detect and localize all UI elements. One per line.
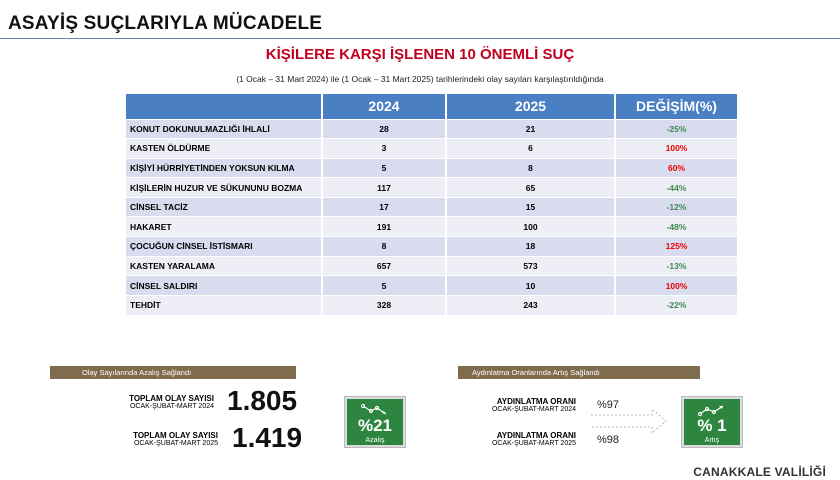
header-crime [126, 94, 322, 119]
total-incidents-2025-label [80, 431, 218, 447]
change-cell: -25% [615, 119, 737, 139]
table-row [126, 217, 737, 237]
table-row [126, 178, 737, 198]
value-2025-cell: 6 [446, 139, 615, 159]
value-2025-cell: 65 [446, 178, 615, 198]
trend-up-icon [698, 403, 726, 417]
value-2024-cell: 17 [322, 197, 446, 217]
period-text: OCAK-ŞUBAT-MART 2025 [133, 440, 218, 447]
value-2024-cell: 28 [322, 119, 446, 139]
footer-organization: CANAKKALE VALİLİĞİ [693, 465, 826, 479]
value-2025-cell: 573 [446, 256, 615, 276]
trend-down-icon [361, 403, 389, 417]
crime-comparison-table [126, 94, 737, 315]
value-2025-cell: 21 [446, 119, 615, 139]
report-title: KİŞİLERE KARŞI İŞLENEN 10 ÖNEMLİ SUÇ [265, 46, 575, 63]
change-cell: 60% [615, 158, 737, 178]
increase-stat-box [682, 397, 742, 447]
title-divider [0, 38, 840, 39]
decrease-stat-box [345, 397, 405, 447]
change-cell: -12% [615, 197, 737, 217]
value-2024-cell: 5 [322, 276, 446, 296]
clearance-rate-2024-label [450, 397, 576, 413]
value-2024-cell: 328 [322, 295, 446, 315]
report-subtitle: (1 Ocak – 31 Mart 2024) ile (1 Ocak – 31 Mart 2025) tarihlerindeki olay sayıları karşılaştırıldığında [236, 74, 604, 84]
label-text: TOPLAM OLAY SAYISI [133, 431, 218, 440]
table-row [126, 158, 737, 178]
crime-name-cell: KASTEN YARALAMA [126, 256, 322, 276]
crime-name-cell: KİŞİLERİN HUZUR VE SÜKUNUNU BOZMA [126, 178, 322, 198]
table-row [126, 237, 737, 257]
crime-name-cell: CİNSEL TACİZ [126, 197, 322, 217]
value-2025-cell: 10 [446, 276, 615, 296]
header-change: DEĞİŞİM(%) [615, 94, 737, 119]
label-text: TOPLAM OLAY SAYISI [129, 394, 214, 403]
value-2024-cell: 5 [322, 158, 446, 178]
crime-name-cell: TEHDİT [126, 295, 322, 315]
clearance-rate-2024-value: %97 [597, 399, 620, 411]
value-2025-cell: 100 [446, 217, 615, 237]
increase-caption: Artış [704, 437, 720, 444]
crime-name-cell: CİNSEL SALDIRI [126, 276, 322, 296]
table-row [126, 276, 737, 296]
total-incidents-2024-value: 1.805 [227, 385, 298, 416]
change-cell: 100% [615, 139, 737, 159]
change-cell: -44% [615, 178, 737, 198]
value-2024-cell: 657 [322, 256, 446, 276]
crime-name-cell: KİŞİYİ HÜRRİYETİNDEN YOKSUN KILMA [126, 158, 322, 178]
clearance-rate-2025-label [450, 431, 576, 447]
period-text: OCAK-ŞUBAT-MART 2024 [129, 403, 214, 410]
decrease-percent: %21 [357, 416, 393, 435]
crime-name-cell: HAKARET [126, 217, 322, 237]
table-row [126, 197, 737, 217]
value-2025-cell: 15 [446, 197, 615, 217]
value-2025-cell: 18 [446, 237, 615, 257]
period-text: OCAK-ŞUBAT-MART 2024 [491, 406, 576, 413]
table-header-row [126, 94, 737, 119]
increase-section-header: Aydınlatma Oranlarında Artış Sağlandı [458, 366, 700, 379]
page-title: ASAYİŞ SUÇLARIYLA MÜCADELE [8, 13, 323, 34]
clearance-rate-2025-value: %98 [597, 434, 620, 446]
table-row [126, 256, 737, 276]
total-incidents-2025-value: 1.419 [232, 422, 303, 453]
change-cell: -22% [615, 295, 737, 315]
change-cell: -48% [615, 217, 737, 237]
table-row [126, 139, 737, 159]
change-cell: -13% [615, 256, 737, 276]
crime-name-cell: KASTEN ÖLDÜRME [126, 139, 322, 159]
label-text: AYDINLATMA ORANI [496, 431, 576, 440]
label-text: AYDINLATMA ORANI [496, 397, 576, 406]
change-cell: 100% [615, 276, 737, 296]
decrease-caption: Azalış [365, 437, 385, 444]
value-2025-cell: 8 [446, 158, 615, 178]
period-text: OCAK-ŞUBAT-MART 2025 [491, 440, 576, 447]
table-row [126, 295, 737, 315]
total-incidents-2024-label [80, 394, 214, 410]
crime-name-cell: KONUT DOKUNULMAZLIĞI İHLALİ [126, 119, 322, 139]
change-cell: 125% [615, 237, 737, 257]
decrease-section-header: Olay Sayılarında Azalış Sağlandı [50, 366, 296, 379]
value-2024-cell: 191 [322, 217, 446, 237]
header-2025: 2025 [446, 94, 615, 119]
value-2024-cell: 117 [322, 178, 446, 198]
header-2024: 2024 [322, 94, 446, 119]
arrow-right-icon [590, 408, 668, 434]
value-2024-cell: 8 [322, 237, 446, 257]
increase-percent: % 1 [697, 416, 727, 435]
value-2024-cell: 3 [322, 139, 446, 159]
table-row [126, 119, 737, 139]
value-2025-cell: 243 [446, 295, 615, 315]
crime-name-cell: ÇOCUĞUN CİNSEL İSTİSMARI [126, 237, 322, 257]
